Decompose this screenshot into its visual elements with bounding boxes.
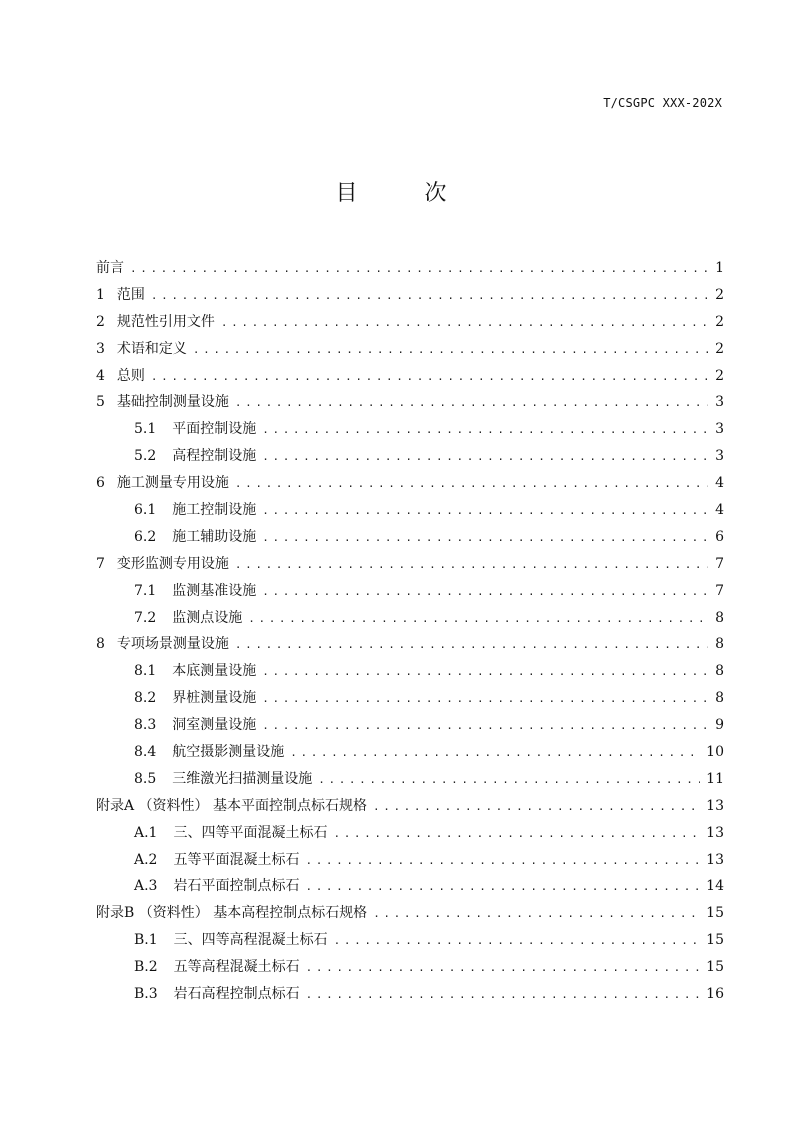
toc-leader-dots [262, 579, 708, 605]
toc-entry-page-number: 8 [715, 636, 724, 653]
toc-entry-number: 8.4 [134, 744, 157, 761]
toc-entry-page-number: 11 [706, 770, 724, 787]
toc-entry-label [96, 363, 145, 389]
toc-entry-title: 附录A （资料性） 基本平面控制点标石规格 [96, 797, 368, 814]
toc-leader-dots [193, 337, 708, 363]
toc-entry[interactable] [96, 820, 724, 847]
toc-title: 目 次 [335, 181, 477, 206]
toc-entry-title: 专项场景测量设施 [116, 636, 229, 653]
toc-entry-title: 三维激光扫描测量设施 [172, 770, 313, 787]
toc-entry-page-number: 16 [706, 986, 724, 1003]
toc-entry-label [134, 766, 312, 792]
toc-leader-dots [306, 955, 701, 981]
toc-entry[interactable] [96, 443, 724, 470]
toc-entry-page-number: 4 [715, 502, 724, 519]
toc-entry[interactable] [96, 847, 724, 874]
toc-entry-title: 航空摄影测量设施 [172, 744, 285, 761]
toc-leader-dots [262, 444, 708, 470]
toc-entry-page-number: 1 [715, 260, 724, 276]
toc-entry[interactable] [96, 766, 724, 793]
toc-leader-dots [235, 471, 708, 497]
toc-entry-number: A.1 [134, 824, 158, 841]
toc-entry-label [134, 873, 299, 899]
toc-entry[interactable] [96, 524, 724, 551]
toc-entry-number: 5.1 [134, 421, 157, 438]
toc-entry[interactable] [96, 685, 724, 712]
toc-entry-page-number: 3 [715, 394, 724, 411]
toc-entry-page-number: 15 [706, 959, 724, 976]
toc-entry-title: 平面控制设施 [172, 421, 257, 438]
toc-entry-label [96, 389, 229, 415]
toc-leader-dots [262, 525, 708, 551]
toc-entry-label [134, 847, 299, 873]
toc-entry-number: A.3 [134, 878, 158, 895]
toc-entry[interactable] [96, 363, 724, 390]
toc-entry-label [134, 739, 284, 765]
toc-entry[interactable] [96, 658, 724, 685]
toc-entry-number: 6 [96, 475, 105, 492]
toc-entry-title: 监测点设施 [172, 609, 243, 626]
toc-entry[interactable] [96, 954, 724, 981]
toc-entry[interactable] [96, 712, 724, 739]
toc-entry-number: A.2 [134, 851, 158, 868]
toc-entry-number: 7 [96, 555, 105, 572]
toc-leader-dots [262, 659, 708, 685]
toc-entry-number: 7.2 [134, 609, 157, 626]
toc-entry-page-number: 7 [715, 582, 724, 599]
toc-entry[interactable] [96, 389, 724, 416]
toc-entry-label [96, 551, 229, 577]
toc-entry-label [96, 631, 229, 657]
toc-entry-title: 五等平面混凝土标石 [173, 851, 300, 868]
toc-entry-page-number: 3 [715, 448, 724, 465]
toc-entry-page-number: 15 [706, 905, 724, 922]
toc-leader-dots [235, 552, 708, 578]
toc-entry[interactable] [96, 900, 724, 927]
toc-entry-title: 洞室测量设施 [172, 717, 257, 734]
toc-leader-dots [333, 821, 700, 847]
toc-entry-label [96, 309, 215, 335]
toc-entry-title: 本底测量设施 [172, 663, 257, 680]
toc-entry-number: 6.1 [134, 502, 157, 519]
toc-entry-page-number: 2 [715, 286, 724, 303]
toc-entry-number: 2 [96, 313, 105, 330]
toc-entry-page-number: 9 [715, 717, 724, 734]
toc-entry-number: 3 [96, 340, 105, 357]
toc-leader-dots [318, 767, 700, 793]
toc-entry[interactable] [96, 873, 724, 900]
toc-entry-label [134, 524, 256, 550]
toc-entry-label [134, 497, 256, 523]
toc-entry-page-number: 8 [715, 690, 724, 707]
toc-entry-title: 三、四等平面混凝土标石 [173, 824, 328, 841]
toc-entry-title: 岩石平面控制点标石 [173, 878, 300, 895]
toc-entry-title: 施工测量专用设施 [116, 475, 229, 492]
toc-entry-title: 岩石高程控制点标石 [173, 986, 300, 1003]
toc-entry-title: 变形监测专用设施 [116, 555, 229, 572]
toc-entry-page-number: 6 [715, 528, 724, 545]
toc-leader-dots [306, 982, 701, 1008]
toc-entry-title: 施工辅助设施 [172, 528, 257, 545]
toc-entry-title: 监测基准设施 [172, 582, 257, 599]
toc-entry-label [96, 900, 367, 926]
toc-entry-label [134, 658, 256, 684]
toc-entry-title: 附录B （资料性） 基本高程控制点标石规格 [96, 905, 368, 922]
toc-leader-dots [235, 390, 708, 416]
toc-entry-page-number: 13 [706, 824, 724, 841]
toc-entry-label [134, 954, 300, 980]
toc-entry-label [134, 416, 256, 442]
toc-leader-dots [262, 498, 708, 524]
toc-entry-page-number: 4 [715, 475, 724, 492]
toc-entry-title: 总则 [116, 367, 145, 384]
toc-entry-number: 8.5 [134, 770, 157, 787]
document-code: T/CSGPC XXX-202X [603, 96, 722, 110]
toc-entry[interactable] [96, 255, 724, 282]
toc-leader-dots [221, 310, 708, 336]
toc-entry-label [134, 927, 328, 953]
toc-leader-dots [248, 606, 708, 632]
toc-entry-number: B.2 [134, 959, 158, 976]
toc-entry[interactable] [96, 497, 724, 524]
toc-entry-label [96, 793, 367, 819]
toc-entry-page-number: 2 [715, 313, 724, 330]
toc-entry-number: B.1 [134, 932, 158, 949]
toc-entry-page-number: 13 [706, 851, 724, 868]
toc-entry-title: 三、四等高程混凝土标石 [173, 932, 328, 949]
toc-entry-number: 5 [96, 394, 105, 411]
toc-entry[interactable] [96, 631, 724, 658]
toc-entry-title: 高程控制设施 [172, 448, 257, 465]
toc-entry-label [134, 605, 242, 631]
toc-entry-title: 界桩测量设施 [172, 690, 257, 707]
toc-entry-page-number: 13 [706, 797, 724, 814]
toc-entry[interactable] [96, 282, 724, 309]
toc-entry[interactable] [96, 416, 724, 443]
toc-entry-label [96, 336, 187, 362]
toc-leader-dots [373, 794, 700, 820]
toc-entry-page-number: 8 [715, 609, 724, 626]
toc-entry[interactable] [96, 793, 724, 820]
toc-leader-dots [334, 928, 701, 954]
toc-entry[interactable] [96, 551, 724, 578]
toc-entry-label [134, 685, 256, 711]
toc-entry-label [134, 981, 300, 1007]
toc-entry-title: 基础控制测量设施 [116, 394, 229, 411]
toc-entry-title: 术语和定义 [116, 340, 187, 357]
toc-entry[interactable] [96, 927, 724, 954]
toc-leader-dots [151, 364, 708, 390]
toc-entry-number: 8.1 [134, 663, 157, 680]
toc-entry-page-number: 2 [715, 340, 724, 357]
toc-leader-dots [290, 740, 700, 766]
toc-entry[interactable] [96, 981, 724, 1008]
toc-entry-label [134, 712, 256, 738]
toc-entry-number: B.3 [134, 986, 158, 1003]
toc-entry-number: 8.3 [134, 717, 157, 734]
toc-entry-label [134, 443, 256, 469]
toc-entry[interactable] [96, 470, 724, 497]
toc-leader-dots [262, 686, 708, 712]
toc-leader-dots [130, 256, 708, 282]
toc-entry-page-number: 10 [706, 744, 724, 761]
toc-entry-page-number: 2 [715, 367, 724, 384]
toc-entry[interactable] [96, 739, 724, 766]
toc-leader-dots [305, 848, 700, 874]
toc-entry-page-number: 8 [715, 663, 724, 680]
toc-leader-dots [373, 901, 700, 927]
toc-leader-dots [235, 632, 708, 658]
toc-entry-label [96, 282, 145, 308]
toc-entry-title: 规范性引用文件 [116, 313, 215, 330]
toc-entry-page-number: 7 [715, 555, 724, 572]
toc-entry-page-number: 3 [715, 421, 724, 438]
table-of-contents [96, 255, 724, 1008]
toc-entry-label [96, 470, 229, 496]
toc-entry-title: 施工控制设施 [172, 502, 257, 519]
toc-entry-number: 4 [96, 367, 105, 384]
toc-entry-page-number: 15 [706, 932, 724, 949]
toc-entry-number: 6.2 [134, 528, 157, 545]
toc-entry-label [96, 255, 124, 281]
toc-leader-dots [262, 417, 708, 443]
toc-entry[interactable] [96, 309, 724, 336]
toc-entry-title: 前言 [96, 260, 124, 276]
toc-entry-title: 五等高程混凝土标石 [173, 959, 300, 976]
toc-entry-label [134, 578, 256, 604]
toc-entry-number: 1 [96, 286, 105, 303]
toc-entry-number: 8 [96, 636, 105, 653]
toc-entry[interactable] [96, 605, 724, 632]
toc-entry-title: 范围 [116, 286, 145, 303]
toc-entry-label [134, 820, 327, 846]
toc-entry-page-number: 14 [706, 878, 724, 895]
toc-leader-dots [262, 713, 708, 739]
toc-entry[interactable] [96, 578, 724, 605]
toc-entry-number: 5.2 [134, 448, 157, 465]
toc-entry[interactable] [96, 336, 724, 363]
toc-entry-number: 7.1 [134, 582, 157, 599]
toc-leader-dots [151, 283, 708, 309]
toc-leader-dots [305, 874, 700, 900]
toc-entry-number: 8.2 [134, 690, 157, 707]
